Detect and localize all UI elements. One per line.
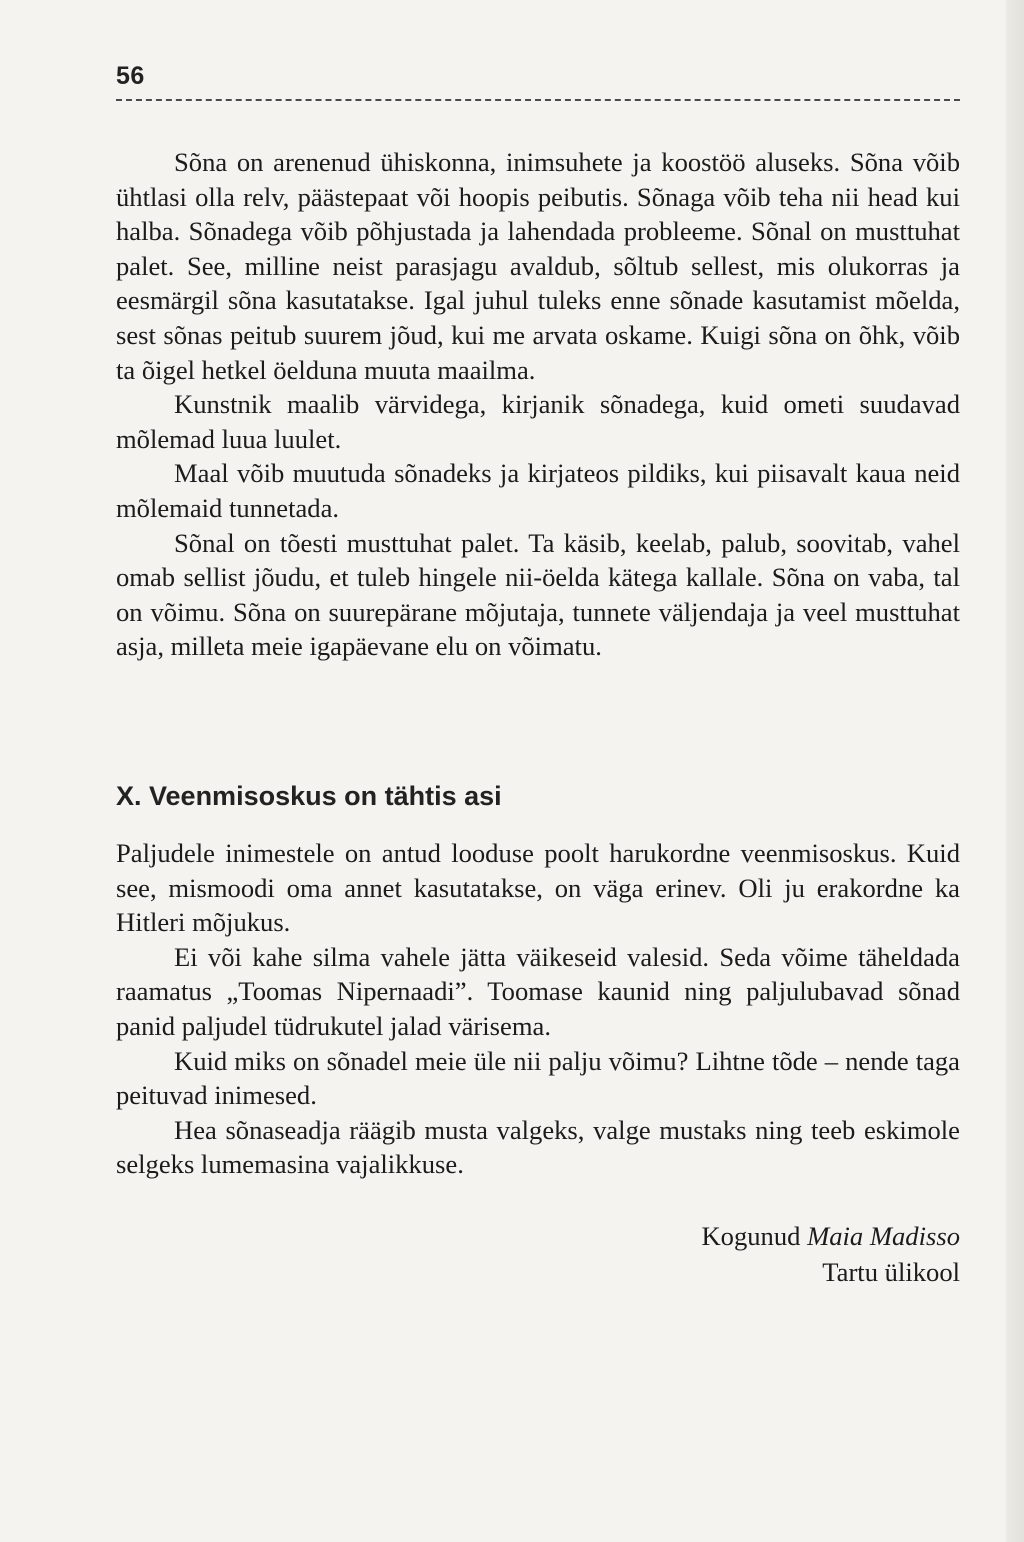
paragraph: Kunstnik maalib värvidega, kirjanik sõnadega, kuid ometi suudavad mõlemad luua luulet. [116, 389, 960, 454]
section-heading: X. Veenmisoskus on tähtis asi [116, 781, 502, 811]
paragraph: Kuid miks on sõnadel meie üle nii palju võimu? Lihtne tõde – nende taga peituvad inimesed. [116, 1045, 960, 1111]
signature-prefix: Kogunud [701, 1221, 808, 1251]
signature-line [701, 1218, 960, 1254]
paragraph: Hea sõnaseadja räägib musta valgeks, valge mustaks ning teeb eskimole selgeks lumemasina vajalikkuse. [116, 1114, 960, 1180]
body-text [116, 145, 960, 664]
section-text [116, 836, 960, 1182]
paragraph: Paljudele inimestele on antud looduse poolt harukordne veenmisoskus. Kuid see, mismoodi oma annet kasutatakse, on väga erinev. Oli ju erakordne ka Hitleri mõjukus. [116, 838, 960, 938]
header-dashed-rule [116, 99, 960, 101]
paragraph: Sõna on arenenud ühiskonna, inimsuhete ja koostöö aluseks. Sõna võib ühtlasi olla relv, päästepaat või hoopis peibutis. Sõnaga võib teha nii head kui halba. Sõnadega võib põhjustada ja lahendada probleeme. Sõnal on musttuhat palet. See, milline neist parasjagu avaldub, sõltub sellest, mis olukorras ja eesmärgil sõna kasutatakse. Igal juhul tuleks enne sõnade kasutamist mõelda, sest sõnas peitub suurem jõud, kui me arvata oskame. Kuigi sõna on õhk, võib ta õigel hetkel öelduna muuta maailma. [116, 147, 960, 385]
paragraph: Sõnal on tõesti musttuhat palet. Ta käsib, keelab, palub, soovitab, vahel omab sellist jõudu, et tuleb hingele nii-öelda kätega kallale. Sõna on vaba, tal on võimu. Sõna on suurepärane mõjutaja, tunnete väljendaja ja veel musttuhat asja, milleta meie igapäevane elu on võimatu. [116, 527, 960, 662]
page-number: 56 [116, 62, 145, 90]
paragraph: Ei või kahe silma vahele jätta väikeseid valesid. Seda võime täheldada raamatus „Toomas Nipernaadi”. Toomase kaunid ning paljulubavad sõnad panid paljudel tüdrukutel jalad värisema. [116, 941, 960, 1041]
paragraph: Maal võib muutuda sõnadeks ja kirjateos pildiks, kui piisavalt kaua neid mõlemaid tunnetada. [116, 458, 960, 523]
page-edge-shadow [1006, 0, 1024, 1542]
signature-author: Maia Madisso [807, 1221, 960, 1251]
signature-affiliation: Tartu ülikool [822, 1257, 960, 1287]
signature-block [701, 1218, 960, 1290]
